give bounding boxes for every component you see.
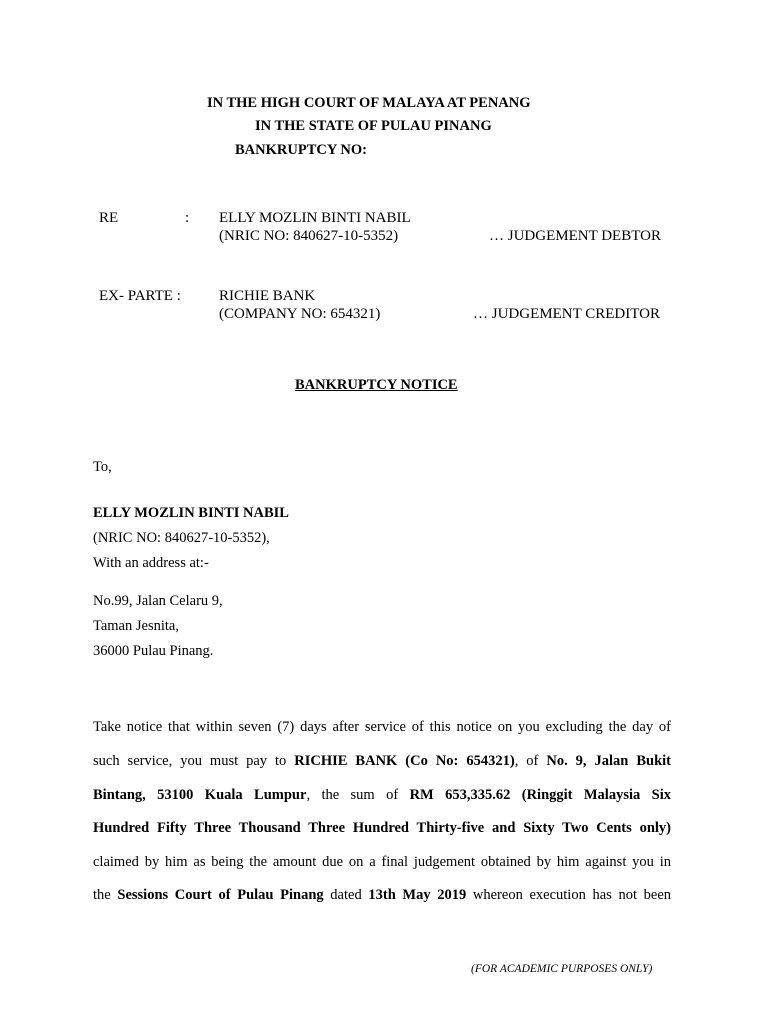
body-line2: such service, you must pay to RICHIE BANK (Co No: 654321), of No. 9, Jalan Bukit bbox=[93, 753, 671, 769]
address-line1: No.99, Jalan Celaru 9, bbox=[93, 593, 223, 609]
creditor-name: RICHIE BANK bbox=[219, 288, 316, 304]
address-line2: Taman Jesnita, bbox=[93, 618, 179, 634]
creditor-id: (COMPANY NO: 654321) bbox=[219, 306, 381, 322]
notice-title: BANKRUPTCY NOTICE bbox=[295, 377, 458, 393]
address-line3: 36000 Pulau Pinang. bbox=[93, 643, 214, 659]
body-line5: claimed by him as being the amount due on a final judgement obtained by him against you in bbox=[93, 854, 671, 870]
court-heading-line2: IN THE STATE OF PULAU PINANG bbox=[255, 118, 492, 134]
footer-note: (FOR ACADEMIC PURPOSES ONLY) bbox=[471, 963, 653, 975]
debtor-role: … JUDGEMENT DEBTOR bbox=[489, 228, 661, 244]
re-label: RE bbox=[99, 210, 119, 226]
body-line1: Take notice that within seven (7) days after service of this notice on you excluding the day of bbox=[93, 719, 671, 735]
body-line4: Hundred Fifty Three Thousand Three Hundred Thirty-five and Sixty Two Cents only) bbox=[93, 820, 671, 836]
body-line6: the Sessions Court of Pulau Pinang dated 13th May 2019 whereon execution has not been bbox=[93, 887, 672, 903]
creditor-role: … JUDGEMENT CREDITOR bbox=[473, 306, 660, 322]
exparte-label: EX- PARTE : bbox=[99, 288, 181, 304]
addressee-name: ELLY MOZLIN BINTI NABIL bbox=[93, 505, 289, 521]
court-heading-line1: IN THE HIGH COURT OF MALAYA AT PENANG bbox=[207, 95, 531, 111]
debtor-name: ELLY MOZLIN BINTI NABIL bbox=[219, 210, 411, 226]
addressee-id: (NRIC NO: 840627-10-5352), bbox=[93, 530, 270, 546]
debtor-id: (NRIC NO: 840627-10-5352) bbox=[219, 228, 399, 244]
re-colon: : bbox=[185, 210, 190, 226]
court-heading-line3: BANKRUPTCY NO: bbox=[235, 142, 367, 158]
body-line3: Bintang, 53100 Kuala Lumpur, the sum of RM 653,335.62 (Ringgit Malaysia Six bbox=[93, 787, 671, 803]
address-intro: With an address at:- bbox=[93, 555, 209, 571]
salutation: To, bbox=[93, 459, 112, 475]
